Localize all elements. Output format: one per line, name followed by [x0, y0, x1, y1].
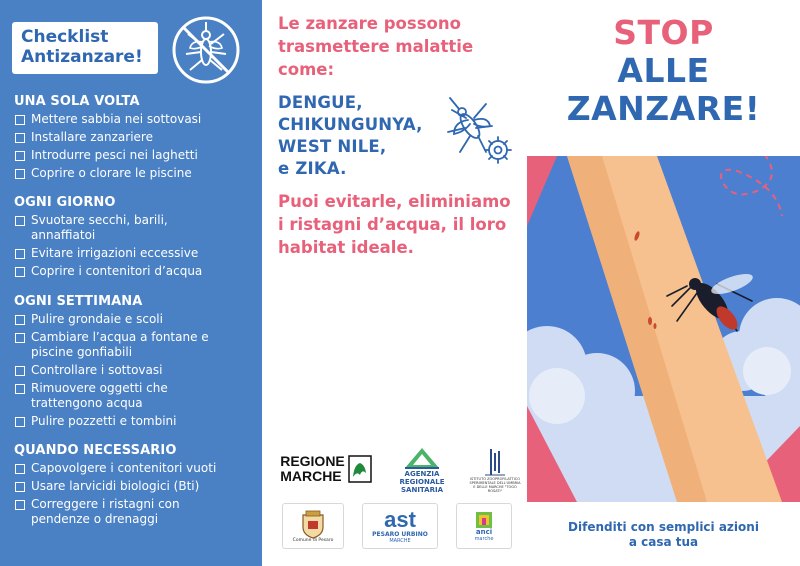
disease-item: e ZIKA. [278, 159, 347, 178]
checklist-item[interactable] [14, 213, 254, 243]
checklist-item[interactable] [14, 330, 254, 360]
comune-crest-icon [300, 509, 326, 539]
checklist-item[interactable] [14, 246, 254, 261]
outro-text: Puoi evitarle, eliminiamo i ristagni d’acqua, il loro habitat ideale. [278, 192, 511, 257]
istituto-name: ISTITUTO ZOOPROFILATTICO SPERIMENTALE DELL'UMBRIA E DELLE MARCHE "TOGO ROSATI" [469, 477, 521, 493]
anci-marche-logo [456, 503, 512, 549]
checkbox-icon[interactable] [15, 267, 25, 277]
istituto-zooprofilattico-logo [468, 445, 522, 495]
section-when-needed [14, 443, 254, 530]
regione-emblem-icon [348, 455, 372, 483]
checklist-item[interactable] [14, 312, 254, 327]
checklist-item[interactable] [14, 363, 254, 378]
checklist-item[interactable] [14, 461, 254, 476]
item-label: Rimuovere oggetti che trattengono acqua [31, 381, 168, 410]
title-line2: ALLE [617, 51, 710, 90]
disease-item: WEST NILE, [278, 137, 387, 156]
comune-name: Comune di Pesaro [292, 538, 334, 543]
item-label: Usare larvicidi biologici (Bti) [31, 479, 200, 493]
mosquito-arm-illustration [527, 156, 800, 502]
checklist-item[interactable] [14, 166, 254, 181]
item-label: Mettere sabbia nei sottovasi [31, 112, 202, 126]
section-once [14, 94, 254, 184]
item-label: Coprire o clorare le piscine [31, 166, 192, 180]
no-mosquito-icon [170, 14, 242, 86]
disease-item: CHIKUNGUNYA, [278, 115, 423, 134]
ast-line1: PESARO URBINO [372, 530, 428, 538]
tagline-line1: Difenditi con semplici azioni [568, 520, 759, 534]
checkbox-icon[interactable] [15, 315, 25, 325]
mosquito-virus-icon [440, 92, 522, 174]
ast-name: ast [384, 506, 416, 532]
anci-line2: marche [474, 535, 494, 542]
tagline-line2: a casa tua [628, 535, 699, 549]
checkbox-icon[interactable] [15, 464, 25, 474]
anci-line1: anci [475, 527, 493, 536]
item-label: Controllare i sottovasi [31, 363, 163, 377]
disease-item: DENGUE, [278, 93, 363, 112]
checklist-item[interactable] [14, 381, 254, 411]
checkbox-icon[interactable] [15, 500, 25, 510]
ast-pesaro-urbino-logo [362, 503, 438, 549]
regione-marche-logo [276, 445, 376, 493]
checklist-panel [0, 0, 262, 566]
checklist-title-line2: Antizanzare! [21, 47, 143, 67]
item-label: Correggere i ristagni con pendenze o drenaggi [31, 497, 180, 526]
item-label: Cambiare l’acqua a fontane e piscine gonfiabili [31, 330, 209, 359]
item-label: Installare zanzariere [31, 130, 153, 144]
section-weekly [14, 294, 254, 432]
cover-tagline [527, 520, 800, 550]
item-label: Introdurre pesci nei laghetti [31, 148, 198, 162]
item-label: Pulire pozzetti e tombini [31, 414, 177, 428]
title-line3: ZANZARE! [566, 89, 761, 128]
checkbox-icon[interactable] [15, 216, 25, 226]
section-title: UNA SOLA VOLTA [14, 94, 140, 109]
ars-triangle-icon [403, 446, 441, 470]
title-line1: STOP [613, 13, 714, 52]
item-label: Evitare irrigazioni eccessive [31, 246, 199, 260]
checklist-item[interactable] [14, 112, 254, 127]
checkbox-icon[interactable] [15, 169, 25, 179]
section-title: OGNI SETTIMANA [14, 294, 143, 309]
ars-logo [386, 445, 458, 495]
item-label: Coprire i contenitori d’acqua [31, 264, 203, 278]
ars-line1: AGENZIA [404, 470, 440, 478]
comune-pesaro-logo [282, 503, 344, 549]
intro-text: Le zanzare possono trasmettere malattie come: [278, 14, 474, 79]
regione-line1: REGIONE [280, 453, 345, 469]
item-label: Svuotare secchi, barili, annaffiatoi [31, 213, 168, 242]
checklist-item[interactable] [14, 497, 254, 527]
checklist-title-badge [12, 22, 158, 74]
checkbox-icon[interactable] [15, 115, 25, 125]
checkbox-icon[interactable] [15, 366, 25, 376]
istituto-emblem-icon [483, 447, 507, 477]
ast-line2: MARCHE [389, 537, 411, 544]
ars-line2: REGIONALE [399, 478, 445, 486]
cover-title [527, 14, 800, 128]
checklist-item[interactable] [14, 130, 254, 145]
checkbox-icon[interactable] [15, 482, 25, 492]
ars-line3: SANITARIA [401, 486, 443, 494]
item-label: Pulire grondaie e scoli [31, 312, 163, 326]
checklist-item[interactable] [14, 264, 254, 279]
anci-emblem-icon [475, 511, 493, 529]
checkbox-icon[interactable] [15, 384, 25, 394]
section-daily [14, 195, 254, 282]
checkbox-icon[interactable] [15, 333, 25, 343]
checklist-item[interactable] [14, 414, 254, 429]
checkbox-icon[interactable] [15, 249, 25, 259]
item-label: Capovolgere i contenitori vuoti [31, 461, 217, 475]
checkbox-icon[interactable] [15, 133, 25, 143]
checkbox-icon[interactable] [15, 151, 25, 161]
checkbox-icon[interactable] [15, 417, 25, 427]
checklist-item[interactable] [14, 479, 254, 494]
info-panel [262, 0, 527, 566]
regione-line2: MARCHE [280, 468, 342, 484]
checklist-item[interactable] [14, 148, 254, 163]
cover-panel [527, 0, 800, 566]
section-title: QUANDO NECESSARIO [14, 443, 177, 458]
section-title: OGNI GIORNO [14, 195, 116, 210]
checklist-title-line1: Checklist [21, 27, 109, 47]
